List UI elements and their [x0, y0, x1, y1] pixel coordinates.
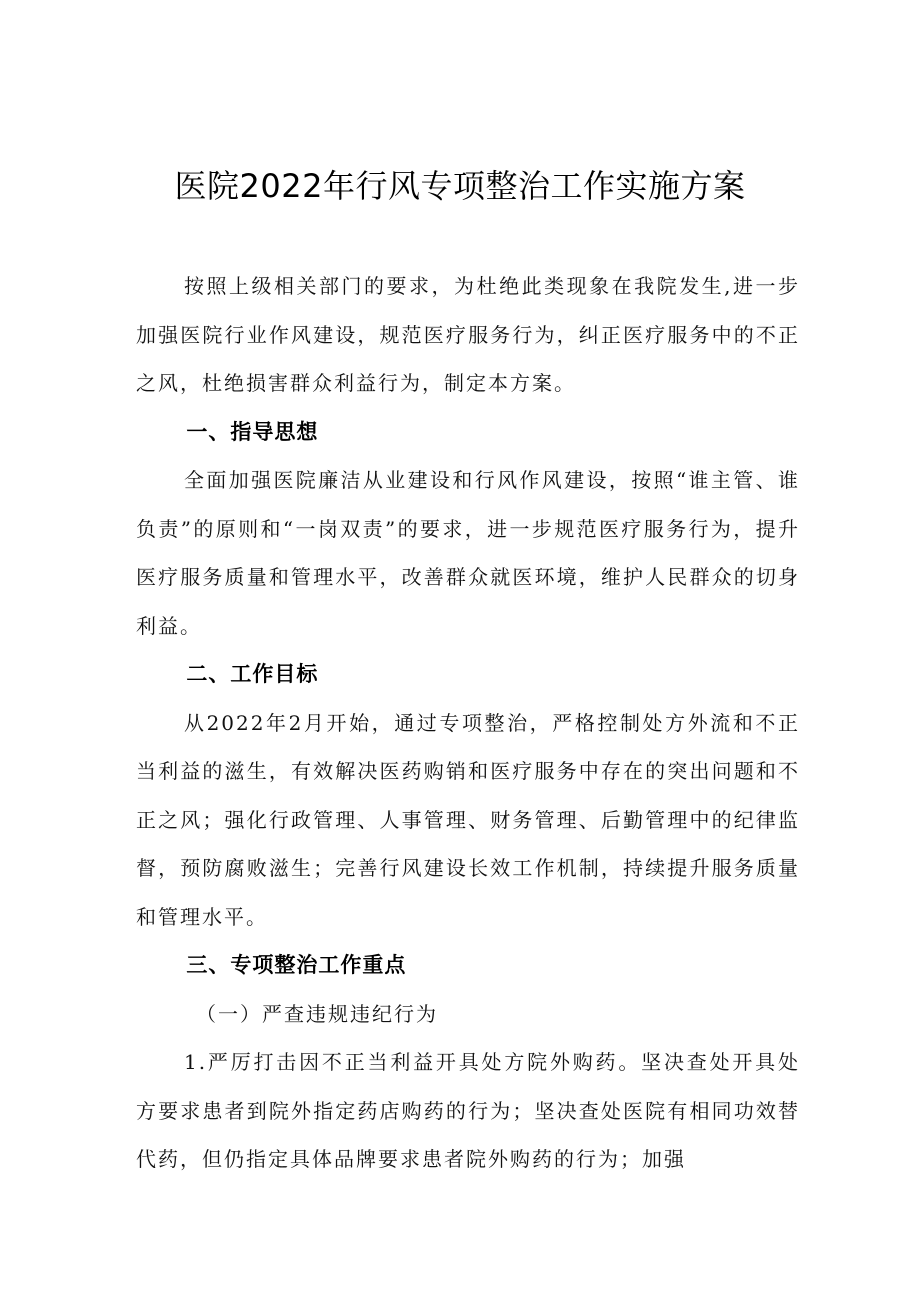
- document-body: [136, 262, 800, 1184]
- subsection-heading-violations: （一）严查违规违纪行为: [196, 1001, 438, 1026]
- intro-paragraph: 按照上级相关部门的要求，为杜绝此类现象在我院发生,进一步加强医院行业作风建设，规范医疗服务行为，纠正医疗服务中的不正之风，杜绝损害群众利益行为，制定本方案。: [136, 274, 800, 395]
- section-heading-work-goals: 二、工作目标: [186, 662, 319, 686]
- document-title: 医院2022年行风专项整治工作实施方案: [174, 167, 746, 205]
- section-heading-rectification-focus: 三、专项整治工作重点: [186, 953, 407, 977]
- section-paragraph-guiding-ideology: 全面加强医院廉洁从业建设和行风作风建设，按照“谁主管、谁负责”的原则和“一岗双责”的要求，进一步规范医疗服务行为，提升医疗服务质量和管理水平，改善群众就医环境，维护人民群众的切身利益。: [136, 468, 800, 638]
- section-heading-guiding-ideology: 一、指导思想: [186, 419, 319, 444]
- section-paragraph-work-goals: 从2022年2月开始，通过专项整治，严格控制处方外流和不正当利益的滋生，有效解决医药购销和医疗服务中存在的突出问题和不正之风；强化行政管理、人事管理、财务管理、后勤管理中的纪律监督，预防腐败滋生；完善行风建设长效工作机制，持续提升服务质量和管理水平。: [136, 710, 800, 929]
- section-paragraph-rectification-focus: 1.严厉打击因不正当利益开具处方院外购药。坚决查处开具处方要求患者到院外指定药店购药的行为；坚决查处医院有相同功效替代药，但仍指定具体品牌要求患者院外购药的行为；加强: [136, 1050, 800, 1171]
